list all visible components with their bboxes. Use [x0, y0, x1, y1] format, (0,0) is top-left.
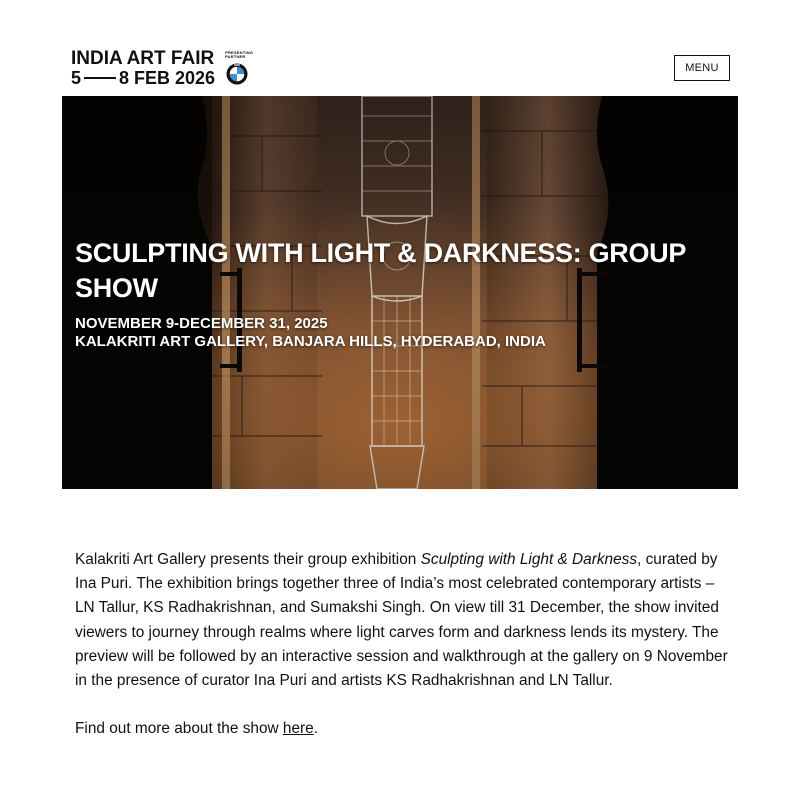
hero-banner [62, 96, 738, 489]
event-date: NOVEMBER 9-DECEMBER 31, 2025 [75, 315, 328, 332]
description-text-start: Kalakriti Art Gallery presents their group exhibition [75, 551, 421, 568]
logo-title: INDIA ART FAIR [71, 48, 215, 69]
site-header [0, 0, 800, 96]
find-out-more-period: . [313, 720, 318, 738]
date-range-dash [84, 77, 116, 79]
logo-dates [71, 69, 215, 87]
find-out-more-paragraph [75, 717, 735, 741]
logo-date-start: 5 [71, 68, 82, 88]
exhibition-title-italic: Sculpting with Light & Darkness [420, 551, 638, 568]
description-text-rest: , curated by Ina Puri. The exhibition brings together three of India’s most celebrated contemporary artists – LN Tallur, KS Radhakrishnan, and Sumakshi Singh. On view till 31 December, the show invited viewers to journey through realms where light carves form and darkness lends its mystery. The preview will be followed by an interactive session and walkthrough at the gallery on 9 November in the presence of curator Ina Puri and artists KS Radhakrishnan and LN Tallur. [75, 551, 728, 690]
logo-wordmark [71, 49, 215, 87]
bmw-roundel-icon [226, 63, 248, 85]
event-description [75, 548, 735, 741]
logo-date-end: 8 FEB 2026 [119, 68, 216, 88]
partner-label-line1: PRESENTING [225, 50, 254, 55]
presenting-partner [225, 50, 254, 90]
event-title: SCULPTING WITH LIGHT & DARKNESS: GROUP SHOW [75, 238, 686, 303]
svg-text:BMW: BMW [234, 63, 241, 67]
india-art-fair-logo[interactable] [71, 48, 254, 90]
description-paragraph [75, 548, 735, 693]
find-out-more-text: Find out more about the show [75, 720, 283, 738]
partner-label-line2: PARTNER [225, 54, 246, 60]
event-venue: KALAKRITI ART GALLERY, BANJARA HILLS, HYDERABAD, INDIA [75, 333, 546, 350]
here-link[interactable]: here [282, 720, 314, 738]
menu-button[interactable]: MENU [674, 55, 730, 81]
